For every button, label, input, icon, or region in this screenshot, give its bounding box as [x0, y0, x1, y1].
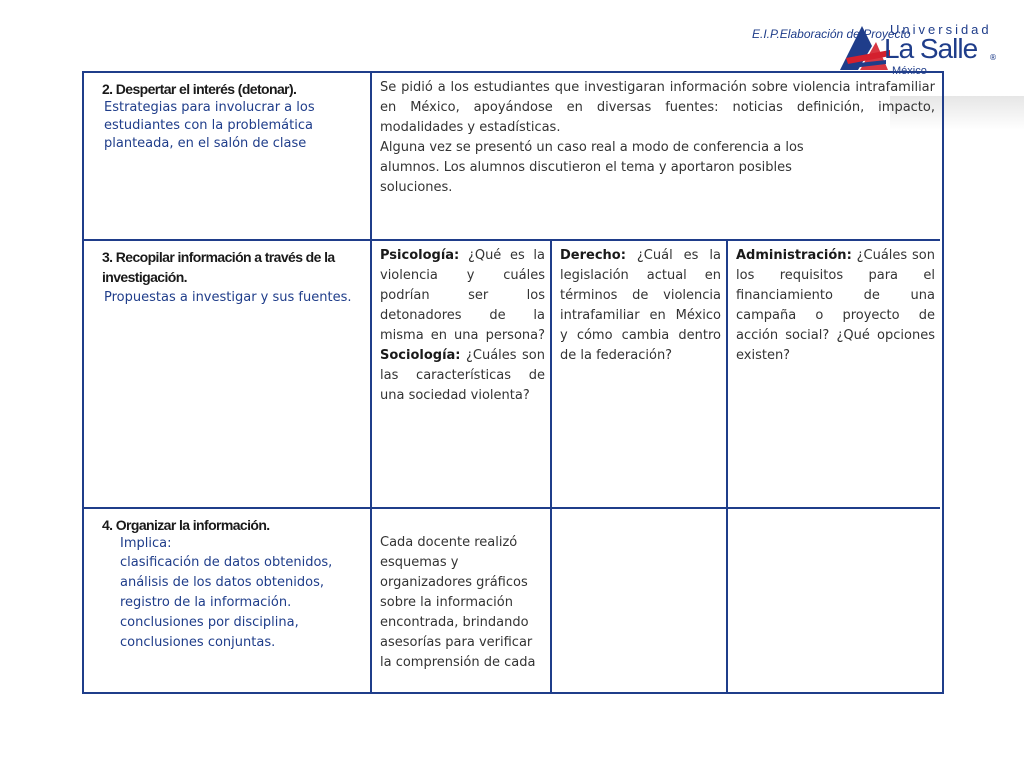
row3-empty-cell-1 — [552, 509, 728, 692]
row1-stage-cell — [84, 73, 372, 241]
row1-stage-title: 2. Despertar el interés (detonar). — [102, 81, 297, 97]
row1-content-paragraph-1: Se pidió a los estudiantes que investigaran información sobre violencia intrafamiliar en México, apoyándose en diversas fuentes: noticias definición, impacto, modalidades y estadísticas. — [380, 80, 935, 135]
row2-psychology-cell — [372, 241, 552, 509]
row2-stage-title: 3. Recopilar información a través de la investigación. — [102, 249, 335, 285]
row2-law-cell — [552, 241, 728, 509]
header-course-title: E.I.P.Elaboración de Proyecto — [752, 27, 911, 41]
administration-question: ¿Cuáles son los requisitos para el financiamiento de una campaña o proyecto de acción social? ¿Qué opciones existen? — [736, 248, 935, 363]
row1-stage-description: Estrategias para involucrar a los estudiantes con la problemática planteada, en el salón de clase — [104, 100, 315, 151]
logo-text-mexico: México — [892, 65, 927, 77]
row3-empty-cell-2 — [728, 509, 940, 692]
sociology-question: ¿Cuáles son las características de una sociedad violenta? — [380, 348, 545, 403]
row2-stage-cell — [84, 241, 372, 509]
psychology-question: ¿Qué es la violencia y cuáles podrían ser los detonadores de la misma en una persona? — [380, 248, 545, 343]
row3-stage-implies: Implica: — [120, 536, 172, 551]
logo-registered-mark: ® — [989, 53, 997, 62]
row3-stage-cell — [84, 509, 372, 692]
law-label: Derecho: — [560, 248, 626, 263]
law-question: ¿Cuál es la legislación actual en términos de violencia intrafamiliar en México y cómo cambia dentro de la federación? — [560, 248, 721, 363]
psychology-label: Psicología: — [380, 248, 460, 263]
row3-stage-description: clasificación de datos obtenidos, análisis de los datos obtenidos, registro de la información. conclusiones por disciplina, conclusiones conjuntas. — [120, 555, 333, 650]
row2-administration-cell — [728, 241, 940, 509]
row3-content-text: Cada docente realizó esquemas y organizadores gráficos sobre la información encontrada, brindando asesorías para verificar la comprensión de cada — [380, 535, 536, 670]
row1-content-paragraph-2: Alguna vez se presentó un caso real a modo de conferencia a los alumnos. Los alumnos discutieron el tema y aportaron posibles soluciones. — [380, 140, 804, 195]
row3-content-cell — [372, 509, 552, 692]
project-stages-table — [82, 71, 944, 694]
row2-stage-description: Propuestas a investigar y sus fuentes. — [104, 290, 352, 305]
administration-label: Administración: — [736, 248, 852, 263]
row1-content-cell — [372, 73, 940, 241]
logo-text-lasalle: La Salle — [884, 33, 978, 64]
la-salle-logo — [836, 20, 1011, 78]
logo-text-universidad: Universidad — [890, 22, 992, 37]
row3-stage-title: 4. Organizar la información. — [102, 517, 270, 533]
sociology-label: Sociología: — [380, 348, 461, 363]
